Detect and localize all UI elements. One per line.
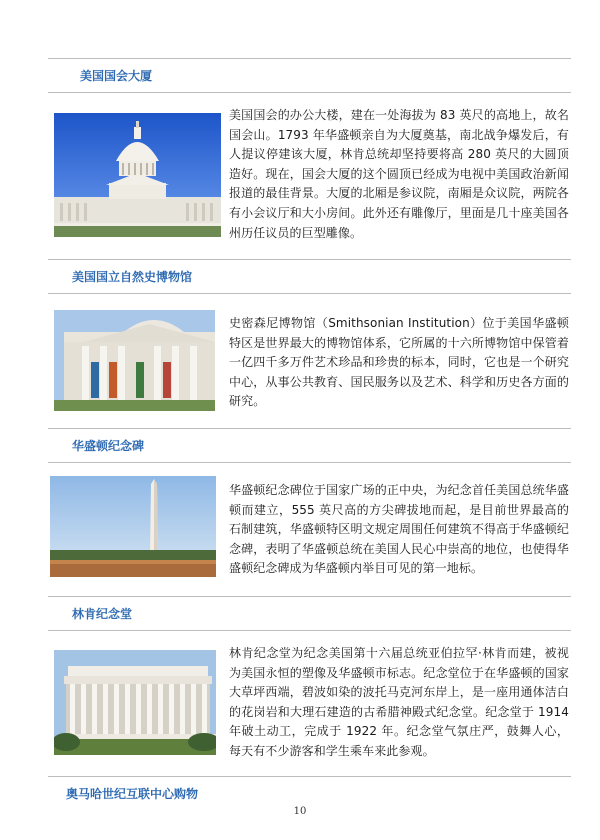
page-number: 10 (293, 806, 307, 817)
section-text-lincoln: 林肯纪念堂为纪念美国第十六届总统亚伯拉罕·林肯而建，被视为美国永恒的塑像及华盛顿市标志。纪念堂位于在华盛顿的国家大草坪西端，碧波如染的波托马克河东岸上，是一座用通体洁白的花岗岩和大理石建造的古希腊神殿式纪念堂。纪念堂于 1914 年破土动工，完成于 1922 年。纪念堂气氛庄严，鼓舞人心，每天有不少游客和学生乘车来此参观。 (229, 646, 569, 758)
section-text-museum: 史密森尼博物馆（Smithsonian Institution）位于美国华盛顿特区是世界最大的博物馆体系，它所属的十六所博物馆中保管着一亿四千多万件艺术珍品和珍贵的标本，同时，它也是一个研究中心，从事公共教育、国民服务以及艺术、科学和历史各方面的研究。 (229, 316, 569, 409)
divider (48, 428, 571, 429)
divider (48, 776, 571, 777)
divider (48, 92, 571, 93)
section-heading-capitol: 美国国会大厦 (80, 69, 153, 83)
divider (48, 293, 571, 294)
section-text-monument: 华盛顿纪念碑位于国家广场的正中央，为纪念首任美国总统华盛顿而建立，555 英尺高的方尖碑拔地而起，是目前世界最高的石制建筑，华盛顿特区明文规定周围任何建筑不得高于华盛顿纪念碑，表明了华盛顿总统在美国人民心中崇高的地位，也使得华盛顿纪念碑成为华盛顿内举目可见的第一地标。 (229, 483, 569, 576)
museum-photo (54, 310, 215, 411)
monument-photo (50, 476, 216, 577)
section-heading-lincoln: 林肯纪念堂 (72, 607, 133, 621)
divider (48, 630, 571, 631)
divider (48, 259, 571, 260)
divider (48, 596, 571, 597)
section-text-capitol: 美国国会的办公大楼，建在一处海拔为 83 英尺的高地上，故名国会山。1793 年华盛顿亲自为大厦奠基，南北战争爆发后，有人提议停建该大厦，林肯总统却坚持要将高 280 英尺的大圆顶造好。现在，国会大厦的这个圆顶已经成为电视中美国政治新闻报道的最佳背景。大厦的北厢是参议院，南厢是众议院，两院各有小会议厅和大小房间。此外还有雕像厅，里面是几十座美国各州历任议员的巨型雕像。 (229, 108, 569, 240)
section-heading-museum: 美国国立自然史博物馆 (72, 270, 193, 284)
section-heading-monument: 华盛顿纪念碑 (72, 439, 145, 453)
lincoln-memorial-photo (54, 650, 216, 755)
divider (48, 58, 571, 59)
capitol-photo (54, 113, 221, 237)
section-heading-omaha: 奥马哈世纪互联中心购物 (66, 787, 199, 801)
divider (48, 462, 571, 463)
